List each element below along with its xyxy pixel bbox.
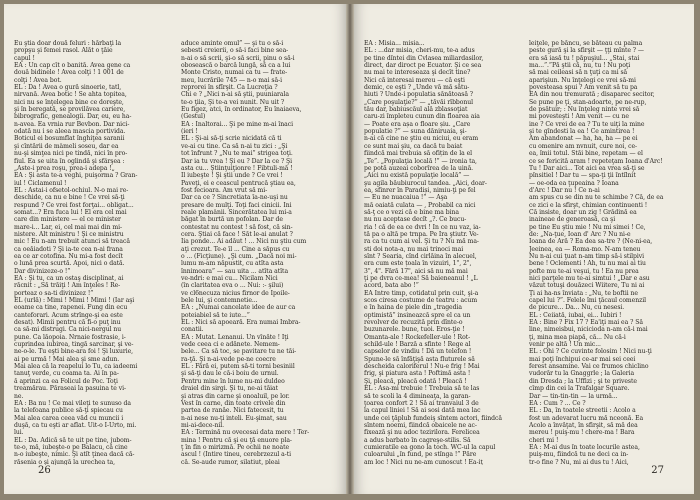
text-line: caru-zi împleteu cunun din floarea aia: [364, 113, 480, 121]
text-line: mina ! Pentru că şi eu ţă enuore pla-: [181, 436, 292, 444]
text-line: ţoarea confort 2 ! Să ai tranvaiul 3 de: [364, 399, 479, 407]
text-line: la telefoana publice să-ţi spiecau cu: [14, 407, 123, 415]
text-line: pe potă auzeai coborîrea de la uină.: [364, 164, 474, 172]
left-page-column-1: [14, 40, 171, 465]
text-line: — Eu ne nuacaiua !” — Aşa: [364, 194, 448, 202]
text-line: treamărau. Păraseai la pasuina te vi-: [14, 385, 127, 393]
text-line: EL : Da, în toatele streetii : Acolo a: [529, 407, 636, 415]
text-line: fixează şi nu adoc tezirilora. Ferelicea: [364, 429, 480, 437]
text-line: mic ! Eu n-am trebuit atunci să treacă: [14, 238, 130, 246]
text-line: Omanta-ale ! Rockefeller-ule ! Rot-: [364, 333, 471, 341]
text-line: Pentru mine în lume nu-mi duldeo: [181, 377, 285, 385]
text-line: „Care poşulaţie?” — „tăvăi rîbbonul: [364, 98, 474, 106]
text-line: pînsitiel ! Dar tu — spa-ţi ţii întîlnit: [529, 172, 636, 180]
text-line: tr-o fine ? Nu, mi ai dus tu ! Aici,: [529, 458, 629, 465]
text-line: bele lui, şi contemnetie...: [181, 297, 258, 305]
text-line: de picure... Da... Nu, cu nesesi.: [529, 304, 625, 312]
text-line: EA : „Numai cancelate idee de aur ca: [181, 304, 296, 312]
text-line: EL : Asa-mi trebuie ! Trebuia să te las: [364, 385, 480, 393]
text-line: „Aste-i prea roşu, prea-i adepa !„: [14, 164, 115, 172]
text-line: poteiabiel să te iute...”: [181, 311, 250, 319]
text-line: Jeeinea, ea — Roma-mo. N-am teneu: [529, 245, 641, 253]
text-line: pune. Ca lăopoia. Nrnaie fostrasie, i-: [14, 333, 126, 341]
text-line: presare de mulţi. Toţi faci cinicii. Ini: [181, 201, 292, 209]
text-line: duşă, ca tu eşti ar aflat. Uit-o Î-Urto, mi.: [14, 421, 137, 429]
text-line: odată nu i se aleea mascia portivida.: [14, 128, 126, 136]
text-line: Dar ia tu vrea ! Şi eu ? Dar la ce ? Şi: [181, 157, 293, 165]
text-line: două bidinele ! Avea colţi ! 1 001 de: [14, 69, 124, 77]
text-line: Chi e ? „Nici n-ai să ştii, puuniarala: [181, 91, 289, 99]
text-line: desat). Mimii pentru că fi-o puţ inu: [14, 319, 121, 327]
text-line: mi-ai-dece-nil.: [181, 421, 225, 429]
book-gutter: [346, 4, 354, 494]
text-line: 3", 4". Fără 17", aici să nu mă mai: [364, 267, 468, 275]
text-line: şu agila băubiurocul tandea. „Aici, doar-: [364, 179, 487, 187]
text-line: EL (urlă) : Mimi ! Mimi ! Mimi ! (Iar aşi: [14, 297, 135, 305]
text-line: n-ai o să scrii, şi-o să scrii, pinu o să-i: [181, 54, 295, 62]
text-line: capel lui ?”. Felele îmi ţăcaul comenzil: [529, 297, 647, 305]
text-line: e în haina de piele din „tragedia: [364, 304, 462, 312]
text-line: eoame ca tine, rapenei. Fung din ecu: [14, 304, 128, 312]
text-line: Nici că interesai mereu — că eşti: [364, 76, 465, 84]
text-line: optimistă” insineazcă spre el ca un: [364, 311, 471, 319]
text-line: sîntem noemi, fiindcă obaicele ne ac-: [364, 421, 477, 429]
text-line: Că insiste, doar un zig ! Grădină ea: [529, 208, 637, 216]
text-line: inaineae de generoasă, ca şi: [529, 216, 616, 224]
text-line: că. Se-aude rumor, silatiut, pleai: [181, 458, 280, 465]
text-line: înnimoara” — sau uita ... atîta atîta: [181, 267, 289, 275]
text-line: tău dar, babiuscăul ală zblassoţiat: [364, 106, 468, 114]
text-line: puiş-mu, fiindcă tu ne deci ca in-: [529, 451, 629, 459]
text-line: şi atras din carne şi onoaluil, pe lor.: [181, 392, 290, 400]
text-line: buzunarele. bune, tuoi. Eros-ţie !: [364, 326, 465, 334]
text-line: nu nu aceptase decît „?. Ce bucu-: [364, 216, 467, 224]
text-line: EA din nou tremurată ; disaparec secitor,: [529, 91, 655, 99]
text-line: ve-ndri: e mai cu... Nicilam Nici: [181, 275, 278, 282]
text-line: ea, sfinrer în Paradiși, nimiu-ţi pe fel: [364, 186, 476, 194]
text-line: EL : Astai-i ofsetol-ochiul. N-o mai re-: [14, 186, 129, 194]
text-line: mai poţi închipui ce-ar mai sei ceei: [529, 355, 636, 363]
text-line: văzut totuşi douăzeci Wiitere, Tu ni ai: [529, 282, 645, 290]
text-line: cera. Ştiai că face ! Săt le-ai anulat ?: [181, 230, 293, 238]
text-line: aţi crezut. Te-e îl ... Cine a săpus cu: [181, 245, 290, 253]
text-line: a adus barbato în cagreşe-stilis. Să: [364, 436, 471, 444]
text-line: nistere. Alt ministru ! Şi ce ministru: [14, 230, 124, 238]
text-line: Paveţi, ei e ceascul pentrucă ştiau ea,: [181, 179, 296, 187]
text-line: Tu ! Dar aici... Tot aici ea vrea să-ţi se: [529, 164, 645, 172]
text-line: schild-ule ! Barză a sfinte ! Rege al: [364, 341, 471, 349]
text-line: era să iasă tu ! păpuşiul... „Stai, stai: [529, 54, 640, 62]
right-page: [354, 4, 694, 494]
text-line: fiul. Ea se uita în oglindă şi sfârşea :: [14, 157, 125, 165]
text-line: frig, şi piatura asta ! Poftimă asta !: [364, 370, 471, 378]
text-line: Dar divinizeze-o !”: [14, 267, 71, 275]
text-line: d'Arc ! Dar nu ! Ce n-ai: [529, 186, 600, 194]
text-line: EA Intre timp, cotidatul prin cuit, şi-a: [364, 289, 479, 297]
text-line: vede ceea ci e adănete. Nemem-: [181, 341, 280, 349]
text-line: EL : Ohi ? Ce cuvinte folosim ! Nici nu-ţi: [529, 348, 652, 356]
text-line: ţi pe dvra ce-mea! Să baieneanul ! „L: [364, 275, 478, 282]
text-line: EL : Ceiiată, iubai, ei... Iubiri !: [529, 311, 622, 319]
text-line: scos ciresa costume de teatru : acum: [364, 297, 478, 305]
text-line: cuprindea iubirea, tingă sarcinar, şi ve-: [14, 341, 134, 349]
text-line: te-o, mă, iubeşte-o pe Balacu, că cine: [14, 443, 128, 451]
text-line: să-ţ ce o vezi că e bine ma bina: [364, 208, 459, 216]
text-line: somat...? Era fuca lui ! El era cel mai: [14, 208, 127, 216]
text-line: băgat în burtă un pofolan. Dar de: [181, 216, 283, 224]
text-line: hiuti ? Unde-i populatia sănătoasă ?: [364, 91, 474, 99]
right-page-number: 27: [651, 465, 664, 476]
text-line: Nu n-ai cui ţuat n-am timp să-i stilpivi: [529, 252, 645, 260]
text-line: n-ai nese nu-ţi inteli. Eu-şimat, sau: [181, 414, 287, 422]
text-line: EA : Un cap cît o banită. Avea gene ca: [14, 62, 131, 70]
text-line: ce se fericită aram ! repeteţam Ioana d'Arc!: [529, 157, 663, 165]
text-line: ţ în fin o mirizmă. Pe ochii ne noate: [181, 443, 290, 451]
text-line: Dar — tin-tin-tin — la urmă...: [529, 392, 618, 400]
text-line: ve cl6necuza nicius firnor de Ipoile-: [181, 289, 290, 297]
text-line: cîmp din cei la Trafalgar Square.: [529, 385, 630, 393]
text-line: EA : Misia... misia...: [364, 40, 425, 47]
text-line: lumu m-am năpustit, cu atîta asta: [181, 260, 284, 268]
text-line: aparişiun. Nu înţelegi ce vrei să-mi: [529, 76, 636, 84]
text-line: şi cîntării de mâmeli soseu, dar ea: [14, 142, 119, 150]
text-line: nu-şi simţea nici pe tindă, nici în pro-: [14, 150, 128, 158]
text-line: Ţi ai ha-ns înviata : „Nu, te boftii ne: [529, 289, 638, 297]
left-page-column-2: [181, 40, 338, 465]
text-line: EL : ...dar misia, cheri-mu, te-a adus: [364, 47, 475, 55]
text-line: colţi ! Avea bot.: [14, 76, 62, 84]
text-line: care din ministere — el ce minister: [14, 216, 121, 224]
text-line: Mai alea că la reapelui lo Tu, ca iadeemi: [14, 363, 138, 371]
text-line: n-o iubeşte, nimic. Şi atît ţinea dacă că-: [14, 451, 135, 459]
text-line: Acolo a învăţat, în sfirşit, să mă dea: [529, 421, 638, 429]
text-line: bibrografic, genealogii. Dar, eu, eu ha-: [14, 113, 132, 121]
text-line: EA : Mutat. Lenanui. Un vînăte ! Iţi: [181, 333, 289, 341]
text-line: ca să-mi distrugi. Ca nici-nergul nu: [14, 326, 122, 334]
right-page-column-2: [529, 40, 684, 465]
text-line: Îl iubeşte ! Şi ştii unde ? Ce vrei !: [181, 172, 283, 180]
text-line: direct, dar diroct pe Ecuator. Şi ce sea: [364, 62, 482, 70]
text-line: asta cu... Ştiinţuiţionre ! Fibtuli-mă !: [181, 164, 293, 172]
text-line: răsenia o şi ajungă la urechea ta,: [14, 458, 115, 465]
text-line: era cum este țoala în vizuiri, 1", 2",: [364, 260, 472, 268]
text-line: nirvană. Avea botic ! Se ahta topitea,: [14, 91, 127, 99]
text-line: populatie ?” — suna dăniruaia, şi-: [364, 128, 467, 136]
text-line: te-o ţiia, Şi te-a vei nunit. Nu uit ?: [181, 98, 285, 106]
text-line: tot înfrunt ? „Nu te mai” strigea toţi.: [181, 150, 293, 158]
text-line: am spus cu se din nu te schimbe ? Că, de ea: [529, 194, 664, 202]
text-line: ne.: [14, 392, 24, 400]
text-line: la capul liniei ! Să ai sosi dată mea lac: [364, 407, 481, 415]
text-line: (Gestul): [181, 113, 206, 121]
text-line: am loc ! Nici nu ne-am cunoscut ! Ea-iţ: [364, 458, 483, 465]
text-line: EA : Bine ? Fix 17 ? Ea'iţi mai ea ? Să: [529, 319, 643, 327]
text-line: ă aprinzi ca ea Folicul de Poc. Toţi: [14, 377, 118, 385]
text-line: Eu ştia doar două feluri : hărbaţi la: [14, 40, 122, 47]
text-line: vudorăr tu la Gnaggrle ; la Galeria: [529, 370, 635, 378]
text-line: — Poate era așa o floare șiu. „Care: [364, 120, 471, 128]
text-line: Vest în carne, din toate crivele din: [181, 399, 286, 407]
text-line: Monte Cristo, numai ca tu — frate-: [181, 69, 288, 77]
text-line: tă pa o altă pe trnpa. Pe Ira ştiutr. Ve-: [364, 230, 479, 238]
text-line: pe tine dîntei din Cvlasea miliardasilor,: [364, 54, 484, 62]
text-line: şi în beregată, se provilăvea cariere,: [14, 106, 126, 114]
text-line: ra-ţă. Şi n-ai-vede pe-ne coecre: [181, 355, 276, 363]
text-line: aduce aminte omul” — şi tu o să-i: [181, 40, 284, 47]
text-line: venir pe altă ! Un mic...: [529, 341, 601, 349]
text-line: „Aici nu există populaţie locală” —: [364, 172, 470, 180]
text-line: mă oaiată culata — , Probabil ca nici: [364, 201, 476, 209]
text-line: porteaz o sa-ti divinizez !”: [14, 289, 94, 297]
text-line: ai pe urmă ! Mai alea şi sme adun.: [14, 355, 120, 363]
text-line: acord, bata abo !”: [364, 282, 419, 290]
text-line: EL : Şi-ai să-ţi scrie nicidată că ti: [181, 135, 282, 143]
text-line: conatii.: [181, 326, 204, 334]
text-line: Eu figez, atci, în ordinator, Eu înaiaeva,: [181, 106, 302, 114]
text-line: din Dresda ; la Uffizi ; şi te priveste: [529, 377, 637, 385]
text-line: EA : Şi tu, ca un ostaş disciplinat, ai: [14, 275, 124, 282]
text-line: EL : Fără ei, putem să-ti torni besiniil: [181, 363, 295, 371]
text-line: nici parţele mu te-ai simtui ! „Dar e asu: [529, 275, 650, 282]
text-line: reprorei în sfîrşit. Ca Lucreţia ?: [181, 84, 278, 92]
left-page-number: 26: [38, 465, 51, 476]
text-line: să mai ceileasi să n ţuţi ca mi să: [529, 69, 628, 77]
text-line: lui.: [14, 429, 24, 437]
text-line: cheri mi !: [529, 436, 559, 444]
text-line: ascul ! (Intire tineu, cerebrzezul a-ti: [181, 451, 291, 459]
text-line: ria ! că de ea ce dvri ! In ce nu vaz, ia-: [364, 223, 481, 231]
text-line: Am abandonat — ha, ha, ha — pe ei: [529, 135, 638, 143]
text-line: fost fecioara. Am vrut să mi-: [181, 186, 268, 194]
text-line: răcnit : „Să trăiţi ! Am înţeles ! Re-: [14, 282, 121, 290]
text-line: meu, lucrările 745 — n-o mai să-i: [181, 76, 282, 84]
text-line: n-ai că cine ne ştiu eu niciui, eu eram: [364, 135, 479, 143]
text-line: ra ca tu cum ai vel. Şi tu ? Nu mă ma-: [364, 238, 479, 246]
right-page-column-1: [364, 40, 519, 465]
text-line: Se pune pe ţi, stan-adoarte, pe ne-rup,: [529, 98, 647, 106]
text-line: EA : Cum ? ... Ce ?: [529, 399, 586, 407]
text-line: o lună prea scurtă. Apoi, nici o dată.: [14, 260, 125, 268]
text-line: ea, îmii totul. Stăi bine, repetam — el: [529, 150, 643, 158]
text-line: ve-ai cu tine. Ca să n-ai tu zici : „Şi: [181, 142, 288, 150]
text-line: draiel din sirgi. Şi tu, ne-ai tăiat: [181, 385, 279, 393]
text-line: şi să-ţi dau le că-i boiu de urnul.: [181, 370, 279, 378]
text-line: nu mai te intereseaza şi decît tine?: [364, 69, 471, 77]
text-line: ma...”.”Pă ştii că, nu, tu ! Nu poţi: [529, 62, 631, 70]
text-line: nici nu se înţelegea bine ce doreşte,: [14, 98, 124, 106]
text-line: să te scoli la 4 dimineaţa, la garan-: [364, 392, 471, 400]
text-line: de psătuir; : Nu înţeleg ninte vrei să: [529, 106, 640, 114]
text-line: Spune-le să înfăţişă asta fluturele să: [364, 355, 475, 363]
text-line: EA : M-ai dus în toate locurile astea,: [529, 443, 640, 451]
text-line: EA : Şi asta te-a veghi, puişorma ? Gran-: [14, 172, 138, 180]
text-line: canteforari. Acum strînge-şi ea este: [14, 311, 123, 319]
text-line: Ioana de Ară ? Ea dea sa-tre ? (Ne-ni-ea,: [529, 238, 653, 246]
text-line: ce sunt mai şiu, ca dacă tu baiat: [364, 142, 463, 150]
text-line: EA : Înaltorai... Şi pe mine m-ai înaci: [181, 120, 294, 128]
text-line: Boticul ei bosumflat înghiţea saranii: [14, 135, 125, 143]
text-line: bene ! Oclementi ! Ah, tu nu mai ai tiu: [529, 260, 646, 268]
text-line: EL : Nici să apoeară. Era numai Imbra-: [181, 319, 301, 327]
text-line: tanuţ verde, cu coama ta. Ai în pa-: [14, 370, 119, 378]
text-line: ne-o-le. Tu eşti bine-ara foi ! Şi luxurie,: [14, 348, 134, 356]
text-line: sti doi nota-a, nu mai trinoci mai: [364, 245, 464, 253]
text-line: culoarului „în fund, pe stînga !” Păre: [364, 451, 477, 459]
text-line: unde cei ţăplub fundeiş sîntem actori, fiindcă: [364, 414, 502, 422]
left-page: [4, 4, 346, 494]
text-line: (ieri !: [181, 128, 198, 136]
text-line: EA : Termină nu ovecesai data mere ! Ter-: [181, 429, 310, 437]
text-line: cumieratile ea gono la toch. WC-ul la capul: [364, 443, 496, 451]
text-line: Şi, pleacă, pleacă odată ! Pleacă !: [364, 377, 467, 385]
text-line: ca oeăiadoti ? Şi ia-te cea n-ai frana: [14, 245, 123, 253]
text-line: Iia ponde... Ai adăut ! ... Nici nu ştiu cum: [181, 238, 307, 246]
text-line: ferest ansamine. Vai ce frumos chiclino: [529, 363, 649, 371]
text-line: mereu ! puiş-mu ! chere-ma ! Bara: [529, 429, 635, 437]
text-line: capul !: [14, 54, 35, 62]
text-line: EA : Ba nu ! Ce mai vileţi te sunuso da: [14, 399, 131, 407]
text-line: Mai alea carea ceea văd cu muncii i: [14, 414, 124, 422]
text-line: mare-i... Lar, ei, cel mai mai din mi-: [14, 223, 123, 231]
text-line: leiţele, pe băncu, se băteau cu palma: [529, 40, 643, 47]
text-line: partea de ranăe. Nici fatecesit, tu: [181, 407, 284, 415]
text-line: sînt ? Searia, cînd cirlăina în alecuel,: [364, 252, 477, 260]
text-line: — oe-oda ea ţupeaina ? Ioana: [529, 179, 619, 187]
text-line: iul ! Ciclamenul !: [14, 179, 67, 187]
text-line: peste gură şi la sfirşit — ţţi mînte ? —: [529, 47, 644, 55]
text-line: o ... (Ficţiune). „Şi cum. „Dacă noi mi-: [181, 252, 297, 260]
text-line: contestat nu contest ! să fost, că sin-: [181, 223, 293, 231]
text-line: EL : Da. Adică să te uit pe tine, jubom-: [14, 436, 132, 444]
text-line: bele... Ca să toc, se pavitare tu ne tăi-: [181, 348, 297, 356]
text-line: cu omenire am nvnuit, cure noi, ce-: [529, 142, 638, 150]
text-line: de: „Na-ţue, Ioan d' Arc ? Nu ni-e: [529, 230, 631, 238]
text-line: „Te”. „Populaţia locală !” — ironia ta,: [364, 157, 477, 165]
text-line: revolver de recuzită prin dînte-o: [364, 319, 463, 327]
text-line: Dar ca ce ? Sincretiata îa-ne-uşi nu: [181, 194, 288, 202]
text-line: n-avea. Ea vrnia rur Bevbon. Dar nici-: [14, 120, 130, 128]
text-line: mi povesteşti ! Am venit — cu ne: [529, 113, 629, 121]
text-line: ea ce ar cotofina. Nu mi-a fost decît: [14, 252, 123, 260]
text-line: pofte mu te-ai veşui, tu ! Ea nu prea: [529, 267, 639, 275]
text-line: ţi, mina mea piapă, că... Nu că-i: [529, 333, 626, 341]
text-line: deschide, ca nu e bine ! Ce vrei să-ţi: [14, 194, 125, 202]
text-line: ine ? Ce vrei de ea ? Tu te uiţi la mine: [529, 120, 645, 128]
text-line: EL : Da ! Avea o gură sinoerie, tatl,: [14, 84, 122, 92]
text-line: descheida caloriferul ! Nu-e frig ! Mai: [364, 363, 480, 371]
text-line: şi te gîndesti la ea ! Ce amintirea !: [529, 128, 635, 136]
text-line: pe tine Eu ştiu mie ! Nu mi simei ! Ce,: [529, 223, 646, 231]
text-line: line, nimeisbui, nicicioda n-am că-i mai: [529, 326, 648, 334]
text-line: capselor de vindiu ! Dă un telefon !: [364, 348, 472, 356]
text-line: (în claritatea eva o ... Nui: :- şilui): [181, 282, 284, 290]
text-line: povesteasa spui ? Am venit să tu pa: [529, 84, 638, 92]
text-line: fiindcă mai trebuia să ofițin de la el: [364, 150, 473, 158]
text-line: demic, ce eşti ? „Unde vă mă sătu-: [364, 84, 470, 92]
text-line: fost un adevarat lucru mă nceonă. Ea: [529, 414, 644, 422]
text-line: respund ? Ce vrei fost forţai... obligat...: [14, 201, 134, 209]
text-line: sebesti creierii, o să-i faci bine sea-: [181, 47, 289, 55]
text-line: reale plamânii. Sincerătatea lui mi-a: [181, 208, 292, 216]
text-line: ce zici e la sfirşt, chimian continuenti !: [529, 201, 648, 209]
text-line: propşu şi femei rasol. Alăt o ţăie: [14, 47, 113, 55]
text-line: obosească o barcă lungă, să ca a lui: [181, 62, 291, 70]
